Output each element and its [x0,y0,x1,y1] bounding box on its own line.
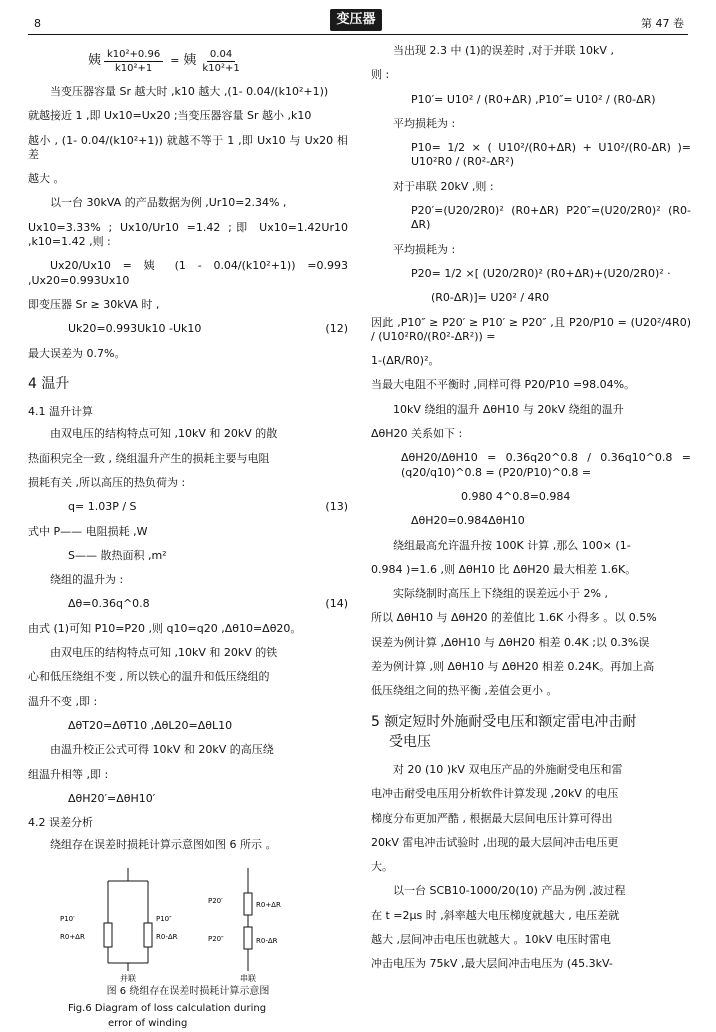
paragraph: 20kV 雷电冲击试验时 ,出现的最大层间冲击电压更 [371,835,619,849]
paragraph: 平均损耗为 : [393,116,456,130]
paragraph: 当出现 2.3 中 (1)的误差时 ,对于并联 10kV , [393,44,614,57]
paragraph: Ux10=3.33% ; Ux10/Ur10 =1.42 ;即 Ux10=1.42Ur10 ,k10=1.42 ,则 : [28,220,348,249]
left-column [28,44,348,1032]
equation: P10= 1/2 × ( U10²/(R0+ΔR) + U10²/(R0-ΔR) )= U10²R0 / (R0²-ΔR²) [411,141,691,169]
paragraph: 即变压器 Sr ≥ 30kVA 时 , [28,297,160,311]
equation: P20= 1/2 ×[ (U20/2R0)² (R0+ΔR)+(U20/2R0)² · [411,266,671,280]
paragraph: 差为例计算 ,则 ΔθH10 与 ΔθH20 相差 0.24K。再加上高 [371,660,655,674]
equation: P10′= U10² / (R0+ΔR) ,P10″= U10² / (R0-ΔR) [411,92,656,106]
paragraph: 当最大电阻不平衡时 ,同样可得 P20/P10 =98.04%。 [371,378,636,392]
equation: (R0-ΔR)]= U20² / 4R0 [431,291,550,305]
resistor [244,927,252,949]
fig-label: P10″ [156,914,172,923]
paragraph: 对 20 (10 )kV 双电压产品的外施耐受电压和雷 [393,762,623,776]
equation: ΔθH20′=ΔθH10′ [68,791,156,805]
sqrt-symbol-2: 姨 [183,53,197,69]
paragraph: 误差为例计算 ,ΔθH10 与 ΔθH20 相差 0.4K ;以 0.3%误 [371,635,650,649]
paragraph: 绕组存在误差时损耗计算示意图如图 6 所示 。 [50,838,277,852]
fig-label: R0-ΔR [256,936,278,945]
fig-label: P20′ [208,896,223,905]
paragraph: 热面积完全一致 , 绕组温升产生的损耗主要与电阻 [28,451,270,465]
section-heading: 4 温升 [28,375,70,392]
volume-label: 第 47 卷 [641,17,684,30]
right-column [371,44,691,982]
equation-number: (12) [325,322,348,336]
fig-label: R0+ΔR [60,932,85,941]
paragraph: 则 : [371,68,390,82]
series-circuit [244,868,252,971]
paragraph: 大。 [371,860,393,874]
paragraph: 所以 ΔθH10 与 ΔθH20 的差值比 1.6K 小得多 。以 0.5% [371,611,657,625]
figure-6 [28,863,348,981]
paragraph: 由双电压的结构特点可知 ,10kV 和 20kV 的散 [50,427,278,441]
eq-ratio-frac1: $\frac{\text{k10²+0.96}}{\text{k10²+1}}$ [104,48,163,75]
sqrt-symbol: 姨 [88,53,102,69]
paragraph: 损耗有关 ,所以高压的热负荷为 : [28,475,186,489]
fig-label-parallel: 并联 [120,973,136,983]
figure-caption-en-2: error of winding [108,1017,188,1029]
equation: ΔθH20=0.984ΔθH10 [411,514,525,528]
equation-13: q= 1.03P / S (13) [68,500,348,514]
paragraph: 最大误差为 0.7%。 [28,346,126,360]
header-rule [28,34,688,35]
circuit-diagram [60,863,298,983]
page-number: 8 [34,17,41,30]
figure-caption-en: Fig.6 Diagram of loss calculation during [68,1002,267,1014]
paragraph: 在 t =2μs 时 ,斜率越大电压梯度就越大 , 电压差就 [371,908,620,922]
paragraph: 低压绕组之间的热平衡 ,差值会更小 。 [371,684,558,698]
paragraph: 温升不变 ,即 : [28,694,98,708]
equation-number: (13) [325,500,348,514]
paragraph: 式中 P—— 电阻损耗 ,W [28,524,148,538]
equation: 因此 ,P10″ ≥ P20′ ≥ P10′ ≥ P20″ ,且 P20/P10 = (U20²/4R0) / (U10²R0/(R0²-ΔR²)) = [371,315,691,343]
paragraph: 平均损耗为 : [393,242,456,256]
equation: Ux20/Ux10 = 姨 (1 - 0.04/(k10²+1)) =0.993 ,Ux20=0.993Ux10 [28,259,348,287]
paragraph: 越小 , (1- 0.04/(k10²+1)) 就越不等于 1 ,即 Ux10 与 Ux20 相差 [28,133,348,161]
equation-12: Uk20=0.993Uk10 -Uk10 (12) [68,322,348,336]
eq-ratio: 姨 $\frac{\text{k10²+0.96}}{\text{k10²+1}}$ = 姨 $\frac{0.04}{\text{k10²+1}}$ [28,48,348,75]
paragraph: 当变压器容量 Sr 越大时 ,k10 越大 ,(1- 0.04/(k10²+1)) [50,85,329,98]
paragraph: 越大 。 [28,172,65,186]
section-heading: 5 额定短时外施耐受电压和额定雷电冲击耐 [371,713,637,730]
equation: 1-(ΔR/R0)²。 [371,354,440,368]
equation: ΔθH20/ΔθH10 = 0.36q20^0.8 / 0.36q10^0.8 = (q20/q10)^0.8 = (P20/P10)^0.8 = [401,451,691,479]
fig-label: R0-ΔR [156,932,178,941]
resistor [144,923,152,947]
section-heading-cont: 受电压 [389,733,431,750]
fig-label: P20″ [208,934,224,943]
paragraph: 实际绕制时高压上下绕组的误差远小于 2% , [393,587,608,601]
paragraph: 冲击电压为 75kV ,最大层间冲击电压为 (45.3kV- [371,957,613,971]
equation: ΔθT20=ΔθT10 ,ΔθL20=ΔθL10 [68,718,233,732]
equation: 0.980 4^0.8=0.984 [461,489,571,503]
equation-14: Δθ=0.36q^0.8 (14) [68,597,348,611]
paragraph: 绕组的温升为 : [50,573,124,587]
paragraph: 由温升校正公式可得 10kV 和 20kV 的高压绕 [50,743,274,757]
paragraph: 组温升相等 ,即 : [28,767,109,781]
figure-caption-cn: 图 6 绕组存在误差时损耗计算示意图 [106,985,270,997]
paragraph: 由式 (1)可知 P10=P20 ,则 q10=q20 ,Δθ10=Δθ20。 [28,621,302,635]
fig-label: P10′ [60,914,75,923]
paragraph: 绕组最高允许温升按 100K 计算 ,那么 100× (1- [393,538,631,552]
paragraph: 由双电压的结构特点可知 ,10kV 和 20kV 的铁 [50,646,278,660]
equation: P20′=(U20/2R0)² (R0+ΔR) P20″=(U20/2R0)² (R0-ΔR) [411,204,691,232]
paragraph: 梯度分布更加严酷 , 根据最大层间电压计算可得出 [371,811,613,825]
paragraph: 越大 ,层间冲击电压也就越大 。10kV 电压时雷电 [371,933,611,947]
paragraph: 就越接近 1 ,即 Ux10=Ux20 ;当变压器容量 Sr 越小 ,k10 [28,109,312,123]
subsection-heading: 4.2 误差分析 [28,816,93,830]
paragraph: 心和低压绕组不变 , 所以铁心的温升和低压绕组的 [28,670,270,684]
paragraph: 以一台 SCB10-1000/20(10) 产品为例 ,波过程 [393,884,626,898]
fig-label: R0+ΔR [256,900,281,909]
paragraph: 对于串联 20kV ,则 : [393,179,494,193]
fig-label-series: 串联 [240,973,256,983]
resistor [244,893,252,915]
subsection-heading: 4.1 温升计算 [28,405,93,419]
resistor [104,923,112,947]
paragraph: 10kV 绕组的温升 ΔθH10 与 20kV 绕组的温升 [393,402,624,416]
eq-ratio-frac2: $\frac{0.04}{\text{k10²+1}}$ [202,49,240,74]
equation-number: (14) [325,597,348,611]
paragraph: ΔθH20 关系如下 : [371,427,463,441]
paragraph: S—— 散热面积 ,m² [68,548,167,562]
journal-logo: 变压器 [330,9,382,31]
paragraph: 电冲击耐受电压用分析软件计算发现 ,20kV 的电压 [371,787,619,801]
paragraph: 以一台 30kVA 的产品数据为例 ,Ur10=2.34% , [50,196,287,210]
paragraph: 0.984 )=1.6 ,则 ΔθH10 比 ΔθH20 最大相差 1.6K。 [371,562,637,576]
parallel-circuit [104,868,152,971]
